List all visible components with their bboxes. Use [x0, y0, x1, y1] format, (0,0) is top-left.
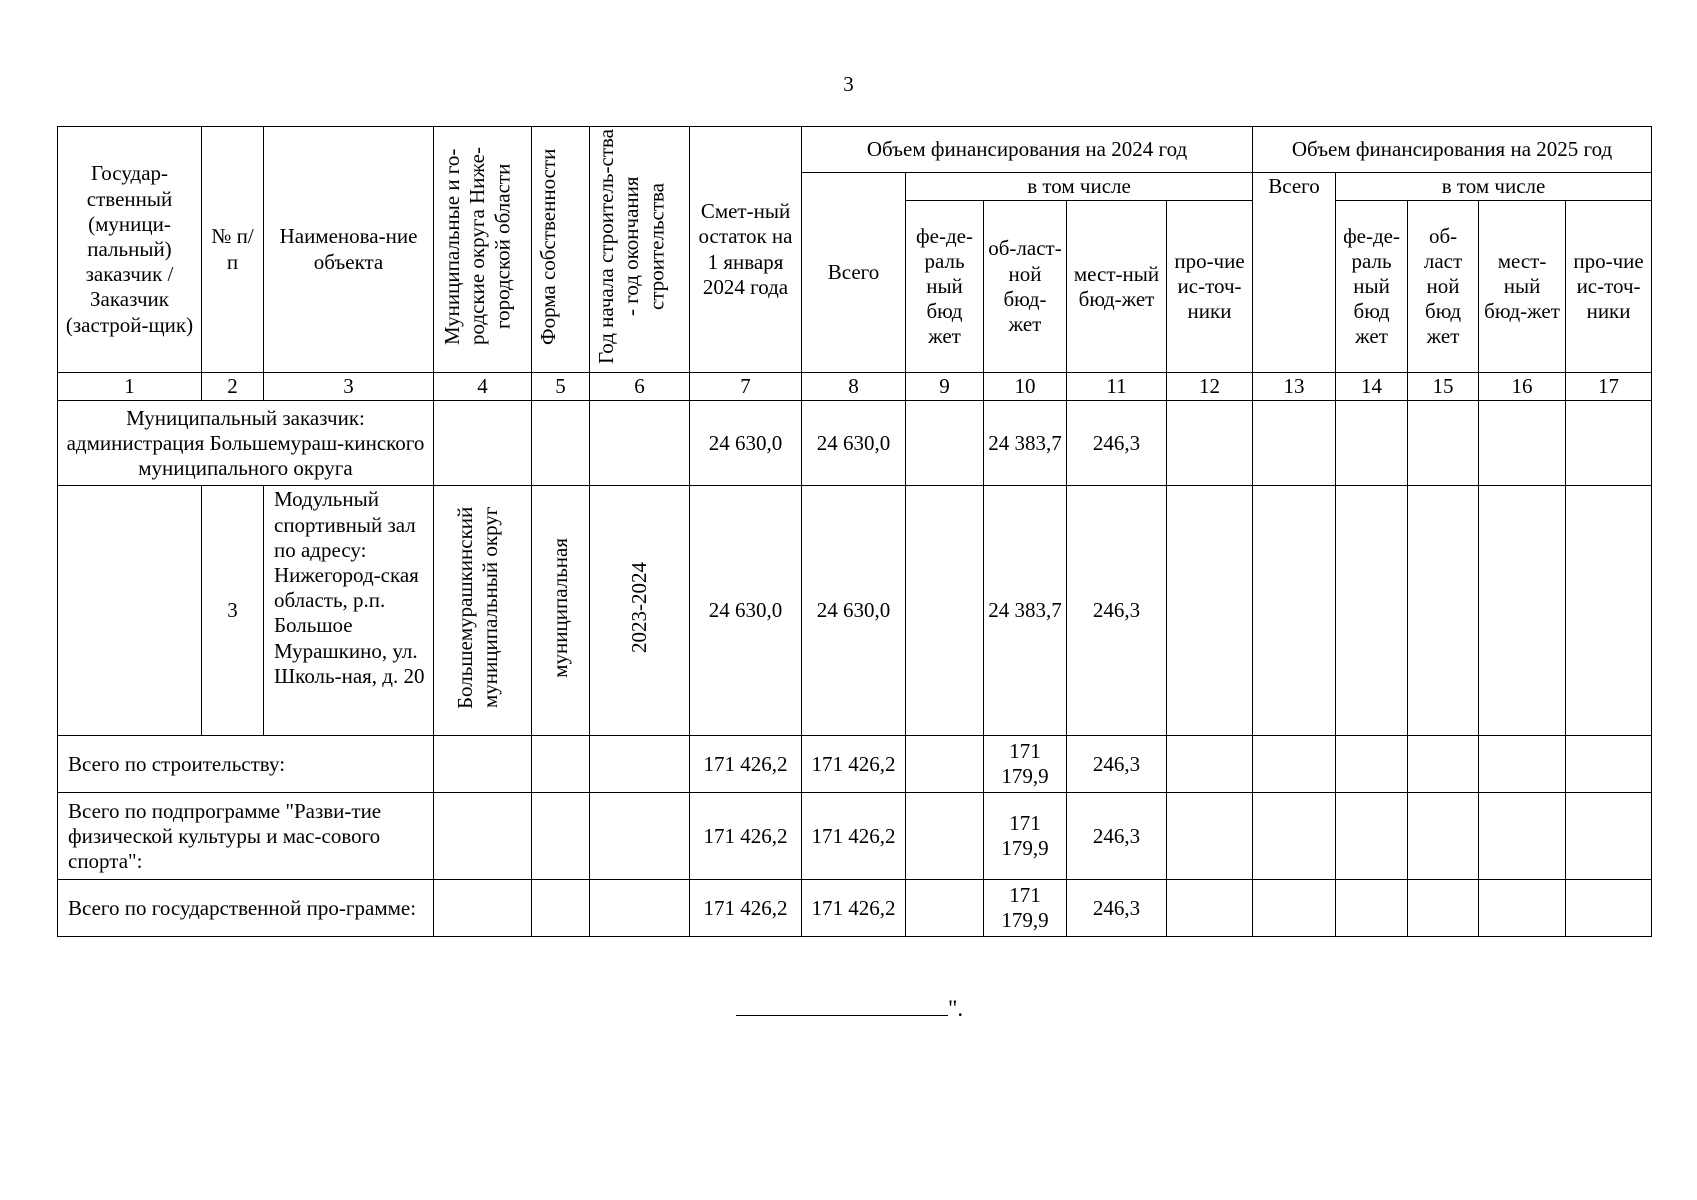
- header-districts: [434, 127, 532, 373]
- header-regional-2024: об-ласт-ной бюд-жет: [984, 201, 1067, 373]
- empty-cell: [1336, 793, 1408, 880]
- total-2024-cell: 171 426,2: [802, 793, 906, 880]
- empty-cell: [1253, 880, 1336, 937]
- total-2024-cell: 171 426,2: [802, 880, 906, 937]
- empty-cell: [1336, 880, 1408, 937]
- header-local-2025: мест-ный бюд-жет: [1479, 201, 1566, 373]
- object-ownership-cell: [532, 486, 590, 736]
- object-district-text: Большемурашкинский муниципальный округ: [452, 506, 502, 709]
- empty-cell: [1336, 736, 1408, 793]
- empty-cell: [1167, 736, 1253, 793]
- column-number: 7: [690, 373, 802, 401]
- customer-label: Муниципальный заказчик: администрация Большемураш-кинского муниципального округа: [58, 401, 434, 486]
- column-number: 13: [1253, 373, 1336, 401]
- header-customer: Государ-ственный (муници-пальный) заказчик / Заказчик (застрой-щик): [58, 127, 202, 373]
- header-object-name: Наименова-ние объекта: [264, 127, 434, 373]
- header-balance: Смет-ный остаток на 1 января 2024 года: [690, 127, 802, 373]
- column-number: 3: [264, 373, 434, 401]
- empty-cell: [590, 880, 690, 937]
- balance-cell: 24 630,0: [690, 401, 802, 486]
- empty-cell: [906, 736, 984, 793]
- header-local-2024: мест-ный бюд-жет: [1067, 201, 1167, 373]
- empty-cell: [1408, 401, 1479, 486]
- empty-cell: [1336, 401, 1408, 486]
- balance-cell: 171 426,2: [690, 736, 802, 793]
- construction-total-label: Всего по строительству:: [58, 736, 434, 793]
- regional-2024-cell: 171 179,9: [984, 736, 1067, 793]
- empty-cell: [906, 793, 984, 880]
- header-other-2025: про-чие ис-точ-ники: [1566, 201, 1652, 373]
- column-number: 15: [1408, 373, 1479, 401]
- object-name-cell: Модульный спортивный зал по адресу: Нижегород-ская область, р.п. Большое Мурашкино, ул. Школь-ная, д. 20: [264, 486, 434, 736]
- empty-cell: [906, 401, 984, 486]
- local-2024-cell: 246,3: [1067, 736, 1167, 793]
- column-number: 6: [590, 373, 690, 401]
- empty-cell: [1167, 486, 1253, 736]
- column-number: 11: [1067, 373, 1167, 401]
- header-other-2024: про-чие ис-точ-ники: [1167, 201, 1253, 373]
- header-number: № п/п: [202, 127, 264, 373]
- column-number: 12: [1167, 373, 1253, 401]
- empty-cell: [1566, 793, 1652, 880]
- blank-line: [736, 997, 948, 1016]
- header-fin-2024: Объем финансирования на 2024 год: [802, 127, 1253, 173]
- empty-cell: [1408, 880, 1479, 937]
- column-number: 16: [1479, 373, 1566, 401]
- empty-cell: [434, 401, 532, 486]
- column-number: 2: [202, 373, 264, 401]
- total-2024-cell: 24 630,0: [802, 401, 906, 486]
- program-total-label: Всего по государственной про-грамме:: [58, 880, 434, 937]
- empty-cell: [1167, 793, 1253, 880]
- empty-cell: [1253, 486, 1336, 736]
- header-total-2025: Всего: [1253, 173, 1336, 373]
- header-federal-2025: фе-де-раль ный бюд жет: [1336, 201, 1408, 373]
- local-2024-cell: 246,3: [1067, 401, 1167, 486]
- column-number: 10: [984, 373, 1067, 401]
- empty-cell: [1408, 793, 1479, 880]
- header-including-2025: в том числе: [1336, 173, 1652, 201]
- empty-cell: [532, 736, 590, 793]
- empty-cell: [590, 401, 690, 486]
- table-row-construction-total: [58, 736, 1652, 793]
- empty-cell: [1408, 486, 1479, 736]
- local-2024-cell: 246,3: [1067, 793, 1167, 880]
- object-number-cell: 3: [202, 486, 264, 736]
- column-number: 17: [1566, 373, 1652, 401]
- subprogram-total-label: Всего по подпрограмме "Разви-тие физической культуры и мас-сового спорта":: [58, 793, 434, 880]
- regional-2024-cell: 171 179,9: [984, 793, 1067, 880]
- empty-cell: [1479, 486, 1566, 736]
- empty-cell: [532, 880, 590, 937]
- local-2024-cell: 246,3: [1067, 486, 1167, 736]
- object-district-cell: [434, 486, 532, 736]
- balance-cell: 171 426,2: [690, 880, 802, 937]
- header-ownership: [532, 127, 590, 373]
- total-2024-cell: 171 426,2: [802, 736, 906, 793]
- empty-cell: [1566, 736, 1652, 793]
- financing-table: [57, 126, 1652, 937]
- table-row-subprogram-total: [58, 793, 1652, 880]
- empty-cell: [1566, 486, 1652, 736]
- empty-cell: [434, 736, 532, 793]
- column-number: 4: [434, 373, 532, 401]
- empty-cell: [58, 486, 202, 736]
- object-ownership-text: муниципальная: [547, 537, 572, 678]
- header-years: [590, 127, 690, 373]
- empty-cell: [532, 793, 590, 880]
- column-number: 5: [532, 373, 590, 401]
- object-years-cell: [590, 486, 690, 736]
- column-number: 8: [802, 373, 906, 401]
- column-number: 9: [906, 373, 984, 401]
- header-regional-2025: об-ласт ной бюд жет: [1408, 201, 1479, 373]
- column-number: 14: [1336, 373, 1408, 401]
- closing-signature-line: [736, 996, 963, 1022]
- header-including-2024: в том числе: [906, 173, 1253, 201]
- header-ownership-text: Форма собственности: [536, 148, 560, 345]
- table-row-customer: [58, 401, 1652, 486]
- header-districts-text: Муниципальные и го-родские округа Ниже-городской области: [439, 147, 514, 346]
- column-numbers-row: [58, 373, 1652, 401]
- empty-cell: [434, 880, 532, 937]
- regional-2024-cell: 24 383,7: [984, 401, 1067, 486]
- object-years-text: 2023-2024: [626, 562, 651, 654]
- empty-cell: [1167, 880, 1253, 937]
- empty-cell: [1408, 736, 1479, 793]
- table-row-object: [58, 486, 1652, 736]
- header-fin-2025: Объем финансирования на 2025 год: [1253, 127, 1652, 173]
- empty-cell: [434, 793, 532, 880]
- empty-cell: [1336, 486, 1408, 736]
- table-row-program-total: [58, 880, 1652, 937]
- header-total-2024: Всего: [802, 173, 906, 373]
- closing-mark: ".: [948, 996, 964, 1021]
- empty-cell: [1253, 793, 1336, 880]
- empty-cell: [1566, 401, 1652, 486]
- regional-2024-cell: 24 383,7: [984, 486, 1067, 736]
- empty-cell: [1253, 736, 1336, 793]
- header-years-text: Год начала строитель-ства - год окончания строительства: [594, 129, 669, 364]
- empty-cell: [1479, 793, 1566, 880]
- empty-cell: [1479, 880, 1566, 937]
- empty-cell: [906, 880, 984, 937]
- empty-cell: [906, 486, 984, 736]
- empty-cell: [590, 736, 690, 793]
- empty-cell: [532, 401, 590, 486]
- balance-cell: 171 426,2: [690, 793, 802, 880]
- empty-cell: [1479, 401, 1566, 486]
- empty-cell: [590, 793, 690, 880]
- empty-cell: [1566, 880, 1652, 937]
- empty-cell: [1253, 401, 1336, 486]
- column-number: 1: [58, 373, 202, 401]
- empty-cell: [1479, 736, 1566, 793]
- header-federal-2024: фе-де-раль ный бюд жет: [906, 201, 984, 373]
- regional-2024-cell: 171 179,9: [984, 880, 1067, 937]
- empty-cell: [1167, 401, 1253, 486]
- local-2024-cell: 246,3: [1067, 880, 1167, 937]
- total-2024-cell: 24 630,0: [802, 486, 906, 736]
- page-number: 3: [843, 72, 854, 96]
- balance-cell: 24 630,0: [690, 486, 802, 736]
